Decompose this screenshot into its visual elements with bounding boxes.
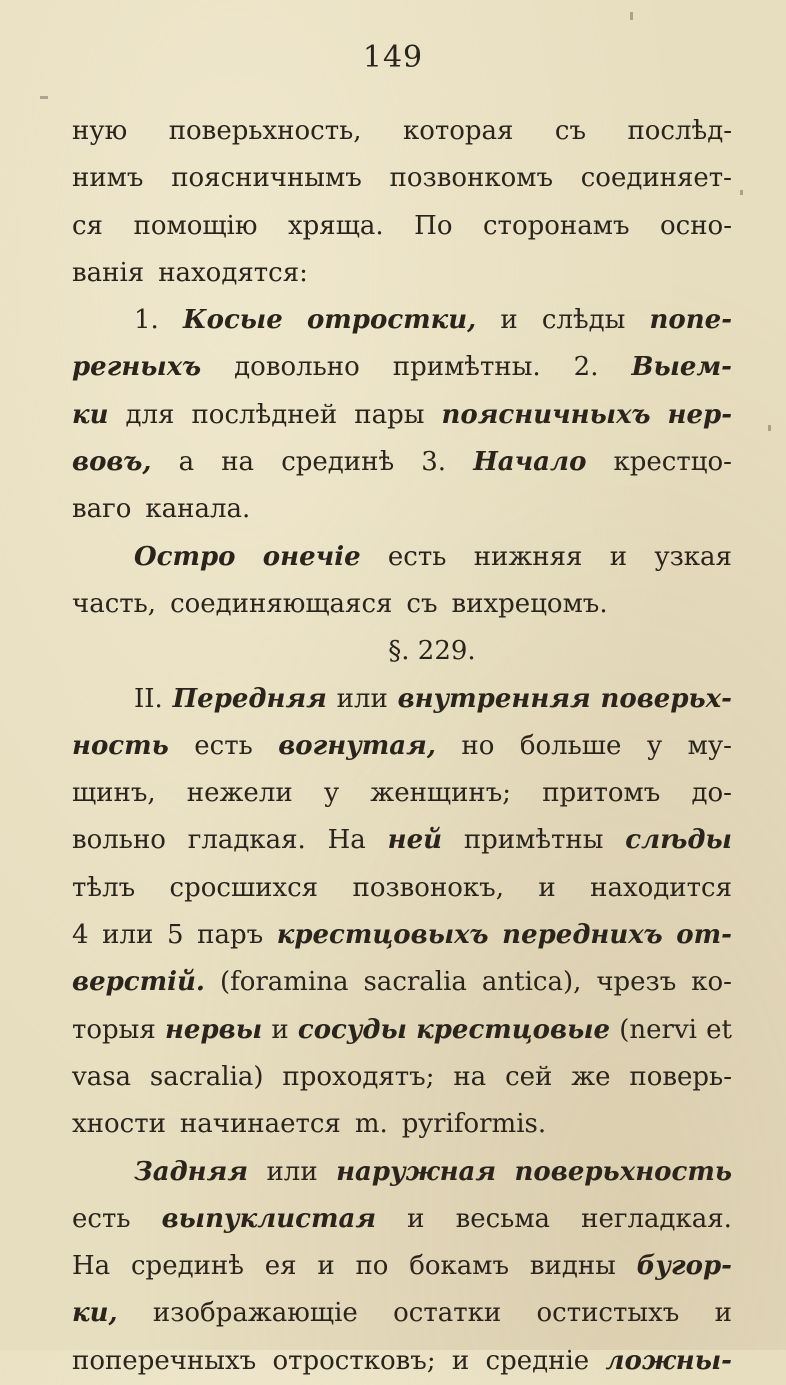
italic-word: наружная xyxy=(336,1156,497,1187)
word: 1. xyxy=(134,305,159,336)
word: довольно xyxy=(234,352,360,383)
word: на xyxy=(453,1061,487,1092)
print-speck xyxy=(768,425,771,431)
word: ко- xyxy=(691,967,732,998)
word: негладкая. xyxy=(581,1203,732,1234)
italic-word: сосуды xyxy=(297,1014,407,1045)
italic-word: крестцовыхъ xyxy=(276,920,489,951)
word: и xyxy=(500,305,518,336)
word: vasa xyxy=(72,1061,132,1092)
word: изображающіе xyxy=(152,1298,358,1329)
italic-word: поверьх- xyxy=(600,683,732,714)
text-line xyxy=(72,155,732,202)
word: или xyxy=(336,683,388,714)
word: торыя xyxy=(72,1014,156,1045)
word: m. xyxy=(354,1109,388,1140)
italic-word: Задняя xyxy=(134,1156,249,1187)
text-line xyxy=(72,817,732,864)
italic-word: регныхъ xyxy=(72,352,202,383)
word: бокамъ xyxy=(409,1251,510,1282)
italic-word: переднихъ xyxy=(502,920,663,951)
word: находятся: xyxy=(158,257,308,288)
word: чрезъ xyxy=(596,967,677,998)
text-line xyxy=(72,723,732,770)
italic-word: слѣды xyxy=(625,825,732,856)
word: осно- xyxy=(660,210,732,241)
italic-word: ложны- xyxy=(605,1345,732,1376)
text-line xyxy=(72,439,732,486)
word: По xyxy=(414,210,453,241)
italic-word: отростки, xyxy=(306,305,477,336)
text-line xyxy=(72,486,732,533)
word: нижняя xyxy=(473,541,583,572)
word: которая xyxy=(402,116,514,146)
word: и xyxy=(538,872,556,903)
word: есть xyxy=(194,730,253,761)
word: срединѣ xyxy=(130,1251,244,1282)
word: паръ xyxy=(197,920,264,951)
word: щинъ, xyxy=(72,778,156,809)
word: (nervi xyxy=(619,1014,697,1045)
text-line xyxy=(72,676,732,723)
italic-word: вовъ, xyxy=(72,447,152,478)
word: сей xyxy=(505,1061,553,1092)
italic-word: ки, xyxy=(72,1298,118,1329)
word: крестцо- xyxy=(613,447,732,478)
word: видны xyxy=(529,1251,616,1282)
word: et xyxy=(706,1014,732,1045)
word: и xyxy=(271,1014,289,1045)
italic-word: верстій. xyxy=(72,967,205,998)
word: для xyxy=(125,399,175,430)
text-line xyxy=(72,1054,732,1101)
text-line xyxy=(72,344,732,391)
italic-word: попе- xyxy=(649,305,732,336)
word: у xyxy=(646,730,663,761)
word: притомъ xyxy=(542,778,661,809)
word: §. 229. xyxy=(388,636,476,667)
word: сросшихся xyxy=(169,872,319,903)
word: женщинъ; xyxy=(370,778,512,809)
word: послѣд- xyxy=(627,116,732,146)
word: хности xyxy=(72,1109,166,1140)
word: съ xyxy=(554,116,587,146)
word: остистыхъ xyxy=(536,1298,680,1329)
word: II. xyxy=(134,683,163,714)
word: ваго xyxy=(72,494,132,525)
word: ванія xyxy=(72,257,145,288)
italic-word: Выем- xyxy=(631,352,732,383)
word: и xyxy=(451,1345,470,1376)
word: поверьхность, xyxy=(168,116,362,146)
word: остатки xyxy=(393,1298,502,1329)
word: или xyxy=(102,920,154,951)
page-number: 149 xyxy=(362,40,424,75)
print-speck xyxy=(740,190,743,195)
word: 2. xyxy=(573,352,599,383)
word: вольно xyxy=(72,825,166,856)
word: помощію xyxy=(133,210,258,241)
word: нимъ xyxy=(72,163,144,194)
text-line xyxy=(72,1149,732,1196)
word: канала. xyxy=(145,494,251,525)
word: поверь- xyxy=(629,1061,732,1092)
word: поясничнымъ xyxy=(171,163,362,194)
word: послѣдней xyxy=(191,399,338,430)
word: есть xyxy=(387,541,447,572)
word: 3. xyxy=(421,447,447,478)
word: antica), xyxy=(481,967,582,998)
word: больше xyxy=(519,730,622,761)
italic-word: Начало xyxy=(473,447,587,478)
italic-word: бугор- xyxy=(636,1251,732,1282)
italic-word: Остро xyxy=(134,541,236,572)
word: позвонокъ, xyxy=(352,872,504,903)
print-speck xyxy=(630,12,633,20)
word: узкая xyxy=(654,541,732,572)
word: На xyxy=(327,825,366,856)
text-line xyxy=(72,1338,732,1385)
text-line xyxy=(72,1290,732,1337)
text-line xyxy=(72,1196,732,1243)
italic-word: от- xyxy=(676,920,732,951)
word: ся xyxy=(72,210,103,241)
word: поперечныхъ xyxy=(72,1345,257,1376)
text-line xyxy=(72,912,732,959)
italic-word: поверьхность xyxy=(514,1156,732,1187)
text-line xyxy=(72,1101,732,1148)
word: часть, xyxy=(72,588,157,619)
word: съ xyxy=(406,588,438,619)
word: примѣтны. xyxy=(392,352,541,383)
text-line xyxy=(72,203,732,250)
word: тѣлъ xyxy=(72,872,136,903)
body-text xyxy=(72,108,732,1385)
text-line xyxy=(72,628,732,675)
italic-word: внутренняя xyxy=(397,683,591,714)
word: sacralia) xyxy=(149,1061,264,1092)
word: нежели xyxy=(186,778,293,809)
word: отростковъ; xyxy=(272,1345,436,1376)
text-line xyxy=(72,1243,732,1290)
word: и xyxy=(714,1298,732,1329)
text-line xyxy=(72,1007,732,1054)
text-line xyxy=(72,108,732,155)
word: начинается xyxy=(179,1109,341,1140)
italic-word: ность xyxy=(72,730,169,761)
word: срединѣ xyxy=(281,447,395,478)
text-line xyxy=(72,534,732,581)
italic-word: крестцовые xyxy=(416,1014,611,1045)
word: гладкая. xyxy=(187,825,306,856)
word: соединяет- xyxy=(580,163,732,194)
word: и xyxy=(407,1203,425,1234)
word: проходятъ; xyxy=(282,1061,435,1092)
text-line xyxy=(72,770,732,817)
word: весьма xyxy=(455,1203,551,1234)
italic-word: вогнутая, xyxy=(278,730,436,761)
word: примѣтны xyxy=(463,825,604,856)
italic-word: нер- xyxy=(667,399,732,430)
word: и xyxy=(609,541,628,572)
italic-word: Передняя xyxy=(172,683,327,714)
word: на xyxy=(221,447,255,478)
word: хряща. xyxy=(287,210,384,241)
word: (foramina xyxy=(219,967,349,998)
print-speck xyxy=(40,96,48,99)
word: му- xyxy=(687,730,732,761)
italic-word: выпуклистая xyxy=(161,1203,377,1234)
word: слѣды xyxy=(541,305,626,336)
word: 4 xyxy=(72,920,89,951)
word: находится xyxy=(590,872,732,903)
word: но xyxy=(461,730,495,761)
text-line xyxy=(72,581,732,628)
word: pyriformis. xyxy=(401,1109,547,1140)
word: sacralia xyxy=(363,967,467,998)
italic-word: ней xyxy=(387,825,443,856)
word: средніе xyxy=(485,1345,590,1376)
word: есть xyxy=(72,1203,131,1234)
word: 5 xyxy=(166,920,184,951)
word: пары xyxy=(354,399,425,430)
word: по xyxy=(355,1251,389,1282)
italic-word: ки xyxy=(72,399,109,430)
text-line xyxy=(72,250,732,297)
word: у xyxy=(323,778,340,809)
italic-word: Косые xyxy=(182,305,283,336)
text-line xyxy=(72,959,732,1006)
word: вихрецомъ. xyxy=(451,588,608,619)
word: а xyxy=(178,447,195,478)
text-line xyxy=(72,392,732,439)
word: На xyxy=(72,1251,111,1282)
text-line xyxy=(72,865,732,912)
word: соединяющаяся xyxy=(170,588,393,619)
italic-word: поясничныхъ xyxy=(441,399,651,430)
word: и xyxy=(317,1251,335,1282)
italic-word: нервы xyxy=(164,1014,263,1045)
word: ея xyxy=(264,1251,297,1282)
word: сторонамъ xyxy=(483,210,630,241)
word: ную xyxy=(72,116,128,146)
word: или xyxy=(266,1156,318,1187)
word: же xyxy=(571,1061,611,1092)
word: до- xyxy=(691,778,732,809)
word: позвонкомъ xyxy=(389,163,553,194)
italic-word: онечіе xyxy=(262,541,361,572)
text-line xyxy=(72,297,732,344)
